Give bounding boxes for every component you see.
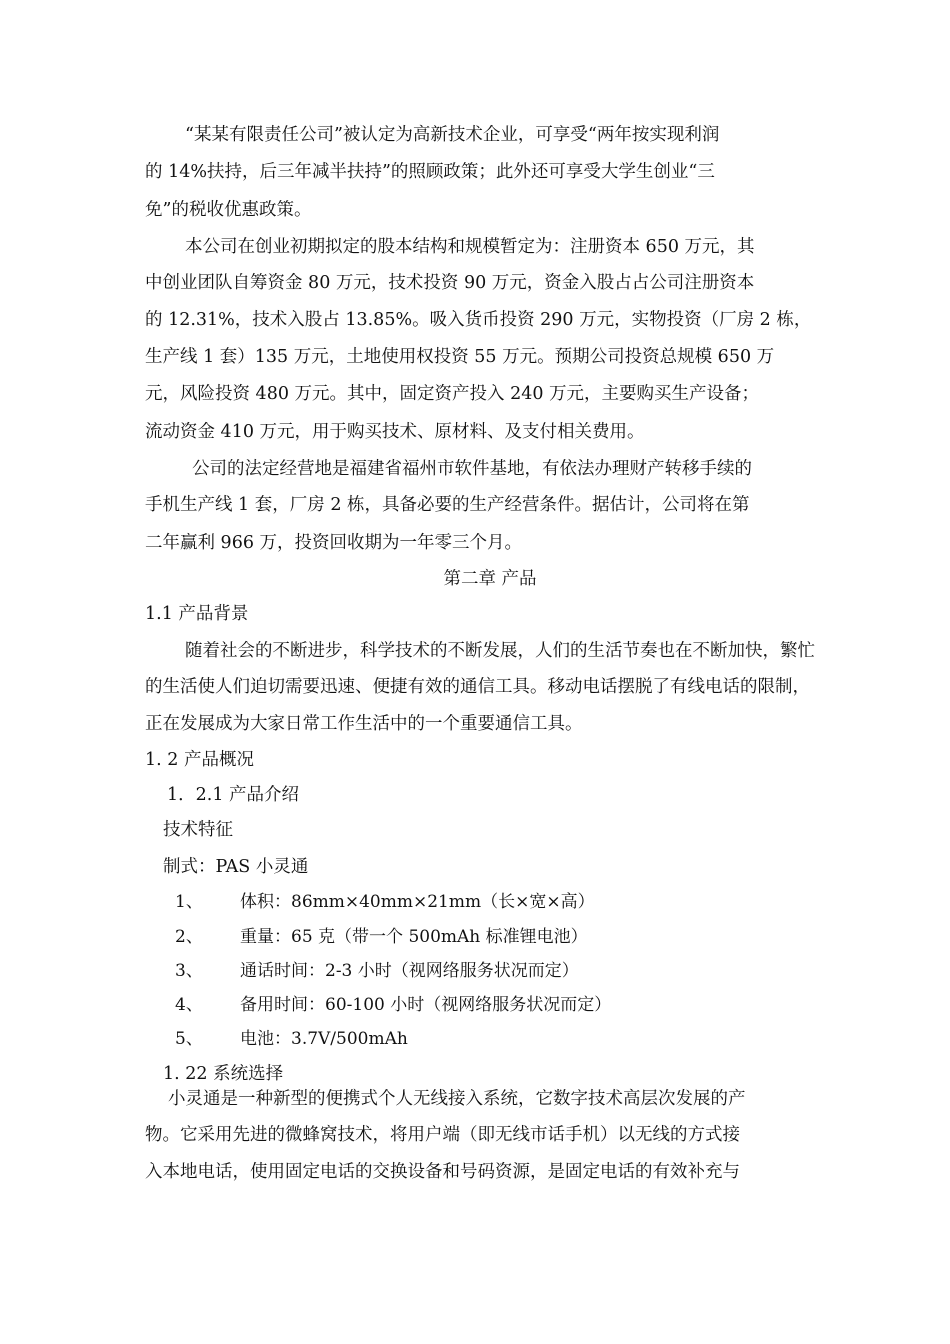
paragraph-2-line-1: 本公司在创业初期拟定的股本结构和规模暂定为：注册资本 650 万元，其 <box>185 237 755 257</box>
paragraph-3-line-2: 手机生产线 1 套，厂房 2 栋，具备必要的生产经营条件。据估计，公司将在第 <box>145 495 750 515</box>
spec-item-text: 备用时间：60-100 小时（视网络服务状况而定） <box>240 995 612 1015</box>
paragraph-2-line-5: 元，风险投资 480 万元。其中，固定资产投入 240 万元，主要购买生产设备； <box>145 384 760 404</box>
paragraph-1-line-2: 的 14%扶持，后三年减半扶持”的照顾政策；此外还可享受大学生创业“三 <box>145 162 715 182</box>
paragraph-3-line-1: 公司的法定经营地是福建省福州市软件基地，有依法办理财产转移手续的 <box>192 459 752 479</box>
spec-item-number: 5、 <box>175 1029 203 1049</box>
subsection-1-22-title: 1. 22 系统选择 <box>163 1064 284 1084</box>
spec-item-number: 2、 <box>175 927 203 947</box>
chapter-title: 第二章 产品 <box>443 569 537 589</box>
spec-item-number: 4、 <box>175 995 203 1015</box>
subsection-1-22-line-1: 小灵通是一种新型的便携式个人无线接入系统，它数字技术高层次发展的产 <box>168 1089 746 1109</box>
paragraph-1-line-3: 免”的税收优惠政策。 <box>145 200 312 220</box>
spec-item-text: 重量：65 克（带一个 500mAh 标准锂电池） <box>240 927 588 947</box>
subsection-1-22-line-2: 物。它采用先进的微蜂窝技术，将用户端（即无线市话手机）以无线的方式接 <box>145 1125 740 1145</box>
section-1-2-title: 1. 2 产品概况 <box>145 750 254 770</box>
paragraph-2-line-6: 流动资金 410 万元，用于购买技术、原材料、及支付相关费用。 <box>145 422 645 442</box>
section-1-1-line-3: 正在发展成为大家日常工作生活中的一个重要通信工具。 <box>145 714 583 734</box>
spec-item-number: 1、 <box>175 892 203 912</box>
paragraph-3-line-3: 二年赢利 966 万，投资回收期为一年零三个月。 <box>145 533 523 553</box>
section-1-1-line-1: 随着社会的不断进步，科学技术的不断发展，人们的生活节奏也在不断加快，繁忙 <box>185 641 815 661</box>
spec-item-text: 电池：3.7V/500mAh <box>240 1029 408 1049</box>
spec-item-text: 体积：86mm×40mm×21mm（长×宽×高） <box>240 892 595 912</box>
paragraph-2-line-3: 的 12.31%，技术入股占 13.85%。吸入货币投资 290 万元，实物投资（厂房 2 栋， <box>145 310 812 330</box>
section-1-1-title: 1.1 产品背景 <box>145 604 249 624</box>
paragraph-2-line-4: 生产线 1 套）135 万元，土地使用权投资 55 万元。预期公司投资总规模 650 万 <box>145 347 775 367</box>
spec-item-text: 通话时间：2-3 小时（视网络服务状况而定） <box>240 961 579 981</box>
standard-line: 制式：PAS 小灵通 <box>163 857 309 877</box>
tech-features-label: 技术特征 <box>163 820 233 840</box>
subsection-1-22-line-3: 入本地电话，使用固定电话的交换设备和号码资源，是固定电话的有效补充与 <box>145 1162 740 1182</box>
subsection-1-2-1-title: 1．2.1 产品介绍 <box>167 785 300 805</box>
paragraph-2-line-2: 中创业团队自筹资金 80 万元，技术投资 90 万元，资金入股占占公司注册资本 <box>145 273 755 293</box>
spec-item-number: 3、 <box>175 961 203 981</box>
paragraph-1-line-1: “某某有限责任公司”被认定为高新技术企业，可享受“两年按实现利润 <box>185 125 720 145</box>
section-1-1-line-2: 的生活使人们迫切需要迅速、便捷有效的通信工具。移动电话摆脱了有线电话的限制， <box>145 677 810 697</box>
